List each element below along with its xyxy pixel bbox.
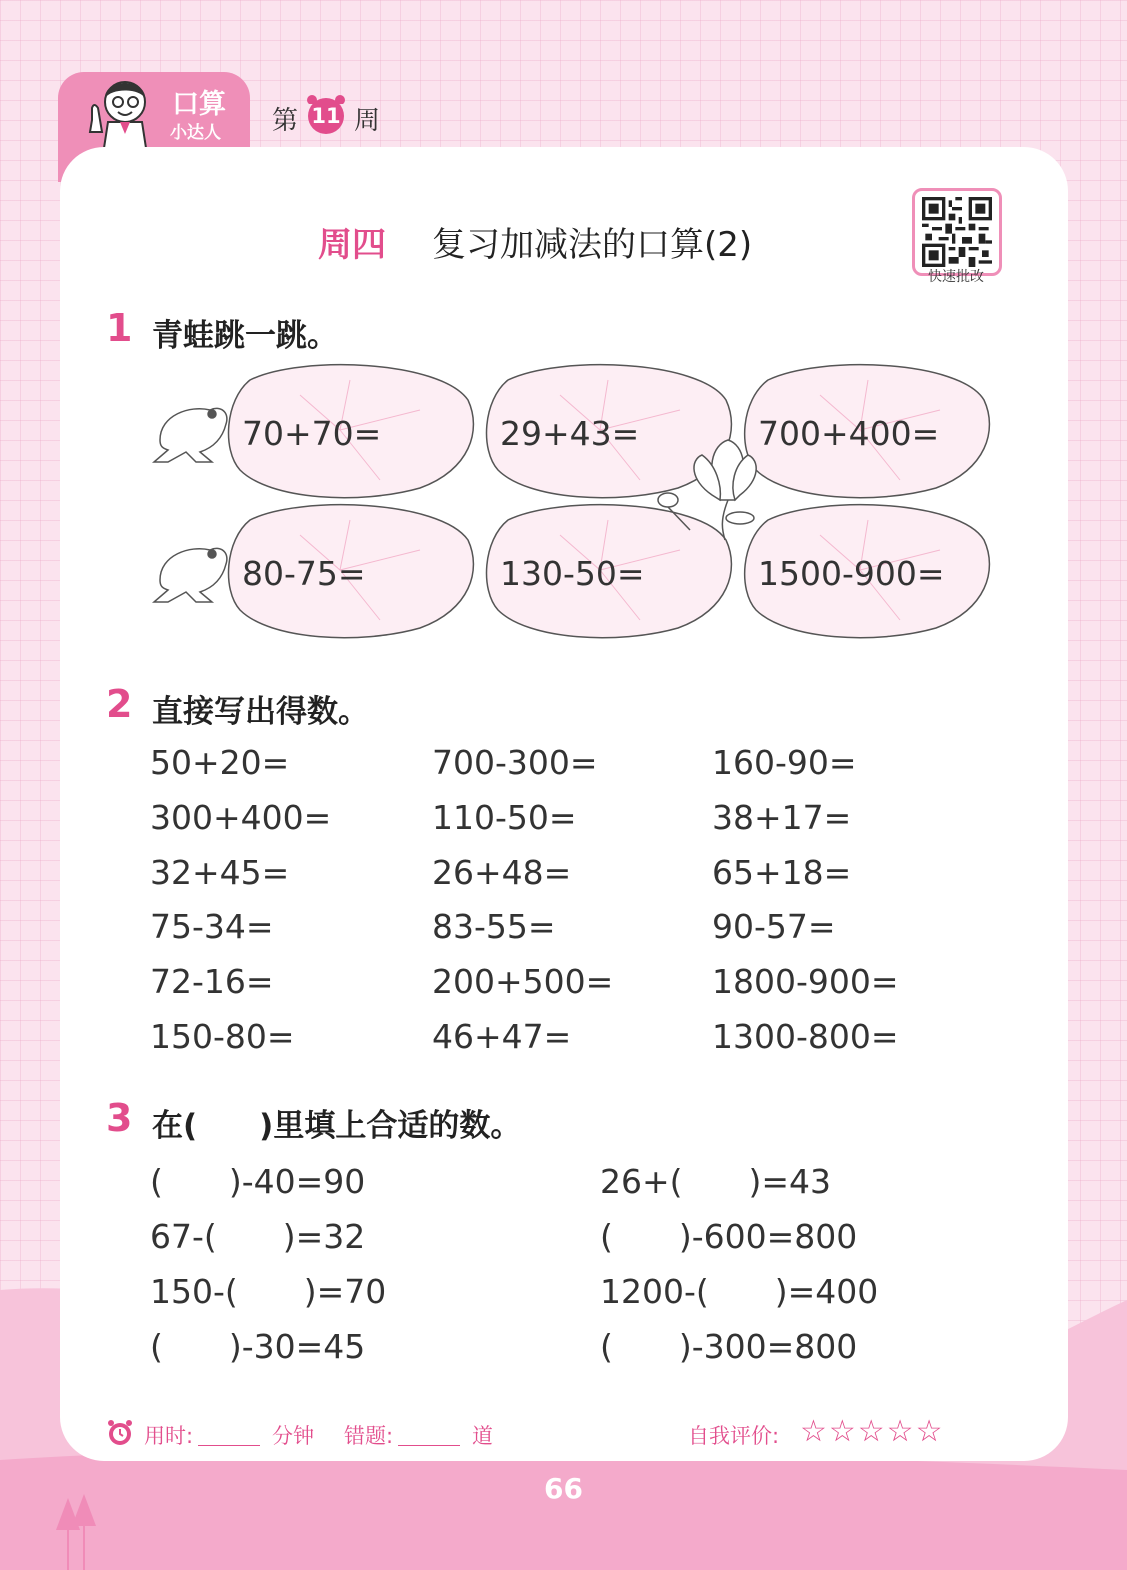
frog-icon (154, 408, 227, 602)
week-suffix: 周 (354, 106, 381, 136)
time-label: 用时: (144, 1424, 194, 1448)
tree-decoration-icon (52, 1490, 102, 1570)
equation: 46+47= (432, 1017, 572, 1056)
page-title: 复习加减法的口算(2) (432, 225, 753, 265)
equation: 75-34= (150, 907, 274, 946)
lily-pad-equation: 1500-900= (758, 554, 945, 593)
section-2-title: 直接写出得数。 (152, 694, 369, 730)
equation: 1800-900= (712, 962, 899, 1001)
rating-label: 自我评价: (688, 1424, 780, 1448)
equation: 83-55= (432, 907, 556, 946)
fill-blank-equation[interactable]: 26+( )=43 (600, 1162, 832, 1201)
week-prefix: 第 (272, 106, 299, 136)
lily-pad-equation: 29+43= (500, 414, 640, 453)
equation: 72-16= (150, 962, 274, 1001)
lily-pad-equation: 130-50= (500, 554, 645, 593)
errors-label: 错题: (344, 1424, 394, 1448)
equation: 300+400= (150, 798, 332, 837)
page-number: 66 (544, 1472, 583, 1505)
week-number-badge: 11 (308, 98, 344, 134)
star-rating[interactable]: ☆☆☆☆☆ (800, 1414, 945, 1449)
qr-label: 快速批改 (928, 269, 984, 285)
section-2-number: 2 (106, 682, 133, 726)
lily-pad-icon (229, 365, 990, 638)
lily-pad-equation: 70+70= (242, 414, 382, 453)
tab-subtitle: 小达人 (170, 123, 221, 143)
equation: 90-57= (712, 907, 836, 946)
fill-blank-equation[interactable]: ( )-40=90 (150, 1162, 366, 1201)
equation: 26+48= (432, 853, 572, 892)
equation: 1300-800= (712, 1017, 899, 1056)
fill-blank-equation[interactable]: 1200-( )=400 (600, 1272, 879, 1311)
lily-pad-equation: 700+400= (758, 414, 940, 453)
section-1-number: 1 (106, 306, 133, 350)
section-1-title: 青蛙跳一跳。 (152, 318, 338, 354)
equation: 50+20= (150, 743, 290, 782)
fill-blank-equation[interactable]: ( )-300=800 (600, 1327, 858, 1366)
equation: 110-50= (432, 798, 577, 837)
equation: 150-80= (150, 1017, 295, 1056)
errors-input-line[interactable] (398, 1445, 460, 1446)
lily-pad-equation: 80-75= (242, 554, 366, 593)
section-3-number: 3 (106, 1096, 133, 1140)
fill-blank-equation[interactable]: ( )-30=45 (150, 1327, 366, 1366)
tab-title: 口算 (172, 89, 226, 120)
lily-pads-illustration (0, 0, 1127, 700)
fill-blank-equation[interactable]: 67-( )=32 (150, 1217, 366, 1256)
equation: 65+18= (712, 853, 852, 892)
errors-unit: 道 (472, 1424, 493, 1448)
alarm-clock-icon (106, 1418, 134, 1448)
equation: 38+17= (712, 798, 852, 837)
section-3-title: 在( )里填上合适的数。 (152, 1108, 522, 1144)
fill-blank-equation[interactable]: 150-( )=70 (150, 1272, 387, 1311)
equation: 160-90= (712, 743, 857, 782)
fill-blank-equation[interactable]: ( )-600=800 (600, 1217, 858, 1256)
equation: 700-300= (432, 743, 598, 782)
equation: 32+45= (150, 853, 290, 892)
time-unit: 分钟 (272, 1424, 314, 1448)
equation: 200+500= (432, 962, 614, 1001)
title-day: 周四 (318, 225, 386, 265)
time-input-line[interactable] (198, 1445, 260, 1446)
